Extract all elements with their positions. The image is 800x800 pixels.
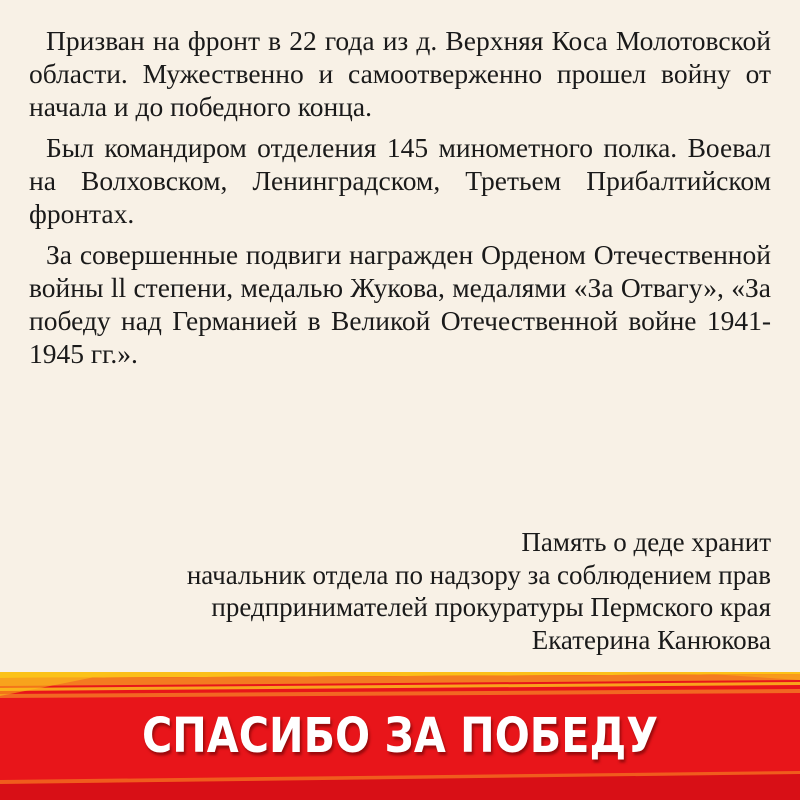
paragraph-service: Был командиром отделения 145 минометного полка. Воевал на Волховском, Ленинградском, Третьем Прибалтийском фронтах. — [29, 132, 771, 229]
banner-title: СПАСИБО ЗА ПОБЕДУ — [141, 708, 659, 764]
signature-line-position: начальник отдела по надзору за соблюдением прав — [186, 559, 771, 590]
biography-text — [29, 24, 771, 378]
victory-banner — [0, 672, 800, 800]
signature-line-name: Екатерина Канюкова — [531, 624, 771, 655]
signature-line-memory: Память о деде хранит — [521, 527, 771, 557]
signature-line-office: предпринимателей прокуратуры Пермского края — [211, 592, 771, 622]
signature-block — [29, 526, 771, 656]
paragraph-awards: За совершенные подвиги награжден Орденом Отечественной войны ll степени, медалью Жукова, медалями «За Отвагу», «За победу над Германией в Великой Отечественной войне 1941-1945 гг.». — [29, 239, 771, 369]
paragraph-conscription: Призван на фронт в 22 года из д. Верхняя Коса Молотовской области. Мужественно и самоотверженно прошел войну от начала и до победного конца. — [29, 25, 771, 122]
